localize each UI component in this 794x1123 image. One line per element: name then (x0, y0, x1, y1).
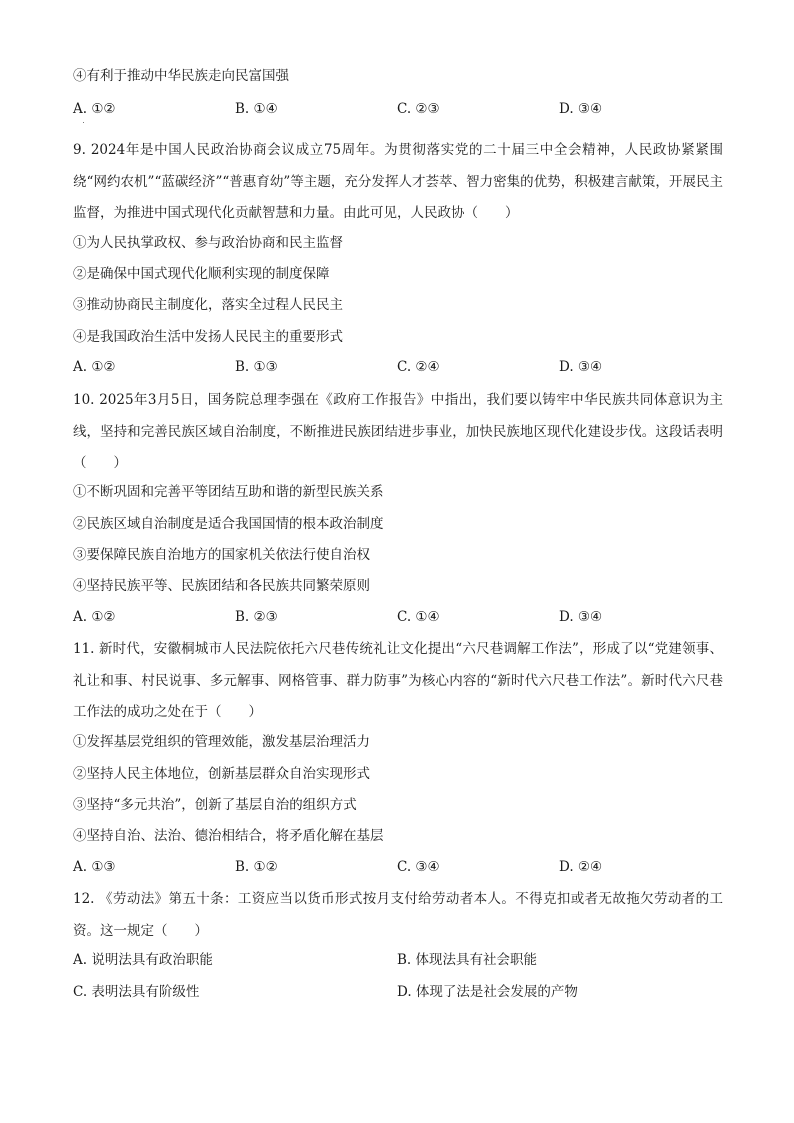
q11-options (73, 857, 733, 877)
q10-stem: 10. 2025年3月5日，国务院总理李强在《政府工作报告》中指出，我们要以铸牢中华民族共同体意识为主线，坚持和完善民族区域自治制度，不断推进民族团结进步事业，加快民族地区现代化建设步伐。这段话表明（ ） (73, 392, 723, 471)
q10-item-1: ①不断巩固和完善平等团结互助和谐的新型民族关系 (73, 484, 384, 500)
q10-option-d[interactable]: D. ③④ (559, 609, 603, 625)
q10-option-b[interactable]: B. ②③ (235, 609, 278, 625)
q9-options (73, 357, 733, 377)
q12-option-c[interactable]: C. 表明法具有阶级性 (73, 984, 200, 1000)
q12-option-d[interactable]: D. 体现了法是社会发展的产物 (397, 984, 578, 1000)
q12-options-row-1 (73, 950, 733, 970)
q12-option-a[interactable]: A. 说明法具有政治职能 (73, 952, 213, 968)
q11-option-a[interactable]: A. ①③ (73, 859, 116, 875)
q10-item-2: ②民族区域自治制度是适合我国国情的根本政治制度 (73, 516, 384, 532)
q11-item-2: ②坚持人民主体地位，创新基层群众自治实现形式 (73, 766, 370, 782)
q8-option-a[interactable]: A. ①② (73, 101, 116, 117)
q11-option-d[interactable]: D. ②④ (559, 859, 603, 875)
q11-option-b[interactable]: B. ①② (235, 859, 278, 875)
q12-option-b[interactable]: B. 体现法具有社会职能 (397, 952, 538, 968)
q9-item-4: ④是我国政治生活中发扬人民民主的重要形式 (73, 329, 343, 345)
q8-option-b[interactable]: B. ①④ (235, 101, 278, 117)
stray-dot (83, 122, 84, 123)
q11-stem: 11. 新时代，安徽桐城市人民法院依托六尺巷传统礼让文化提出“六尺巷调解工作法”，形成了以“党建领事、礼让和事、村民说事、多元解事、网格管事、群力防事”为核心内容的“新时代六尺巷工作法”。新时代六尺巷工作法的成功之处在于（ ） (73, 641, 723, 720)
q12-options-row-2 (73, 982, 733, 1002)
q9-option-d[interactable]: D. ③④ (559, 359, 603, 375)
q10-option-c[interactable]: C. ①④ (397, 609, 440, 625)
q9-item-1: ①为人民执掌政权、参与政治协商和民主监督 (73, 235, 343, 251)
q10-option-a[interactable]: A. ①② (73, 609, 116, 625)
q10-options (73, 607, 733, 627)
q9-item-3: ③推动协商民主制度化，落实全过程人民民主 (73, 297, 343, 313)
q8-options (73, 99, 733, 119)
q8-option-c[interactable]: C. ②③ (397, 101, 440, 117)
q9-option-a[interactable]: A. ①② (73, 359, 116, 375)
q10-item-4: ④坚持民族平等、民族团结和各民族共同繁荣原则 (73, 578, 370, 594)
q12-stem: 12. 《劳动法》第五十条：工资应当以货币形式按月支付给劳动者本人。不得克扣或者无故拖欠劳动者的工资。这一规定（ ） (73, 891, 723, 939)
q11-item-3: ③坚持“多元共治”，创新了基层自治的组织方式 (73, 797, 357, 813)
q11-option-c[interactable]: C. ③④ (397, 859, 440, 875)
q9-stem: 9. 2024年是中国人民政治协商会议成立75周年。为贯彻落实党的二十届三中全会精神，人民政协紧紧围绕“网约农机”“蓝碳经济”“普惠育幼”等主题，充分发挥人才荟萃、智力密集的优势，积极建言献策，开展民主监督，为推进中国式现代化贡献智慧和力量。由此可见，人民政协（ ） (73, 142, 723, 221)
q11-item-4: ④坚持自治、法治、德治相结合，将矛盾化解在基层 (73, 828, 384, 844)
q10-item-3: ③要保障民族自治地方的国家机关依法行使自治权 (73, 547, 370, 563)
q8-option-d[interactable]: D. ③④ (559, 101, 603, 117)
q11-item-1: ①发挥基层党组织的管理效能，激发基层治理活力 (73, 734, 370, 750)
q9-item-2: ②是确保中国式现代化顺利实现的制度保障 (73, 266, 330, 282)
q9-option-c[interactable]: C. ②④ (397, 359, 440, 375)
q8-item-4: ④有利于推动中华民族走向民富国强 (73, 68, 289, 84)
q9-option-b[interactable]: B. ①③ (235, 359, 278, 375)
